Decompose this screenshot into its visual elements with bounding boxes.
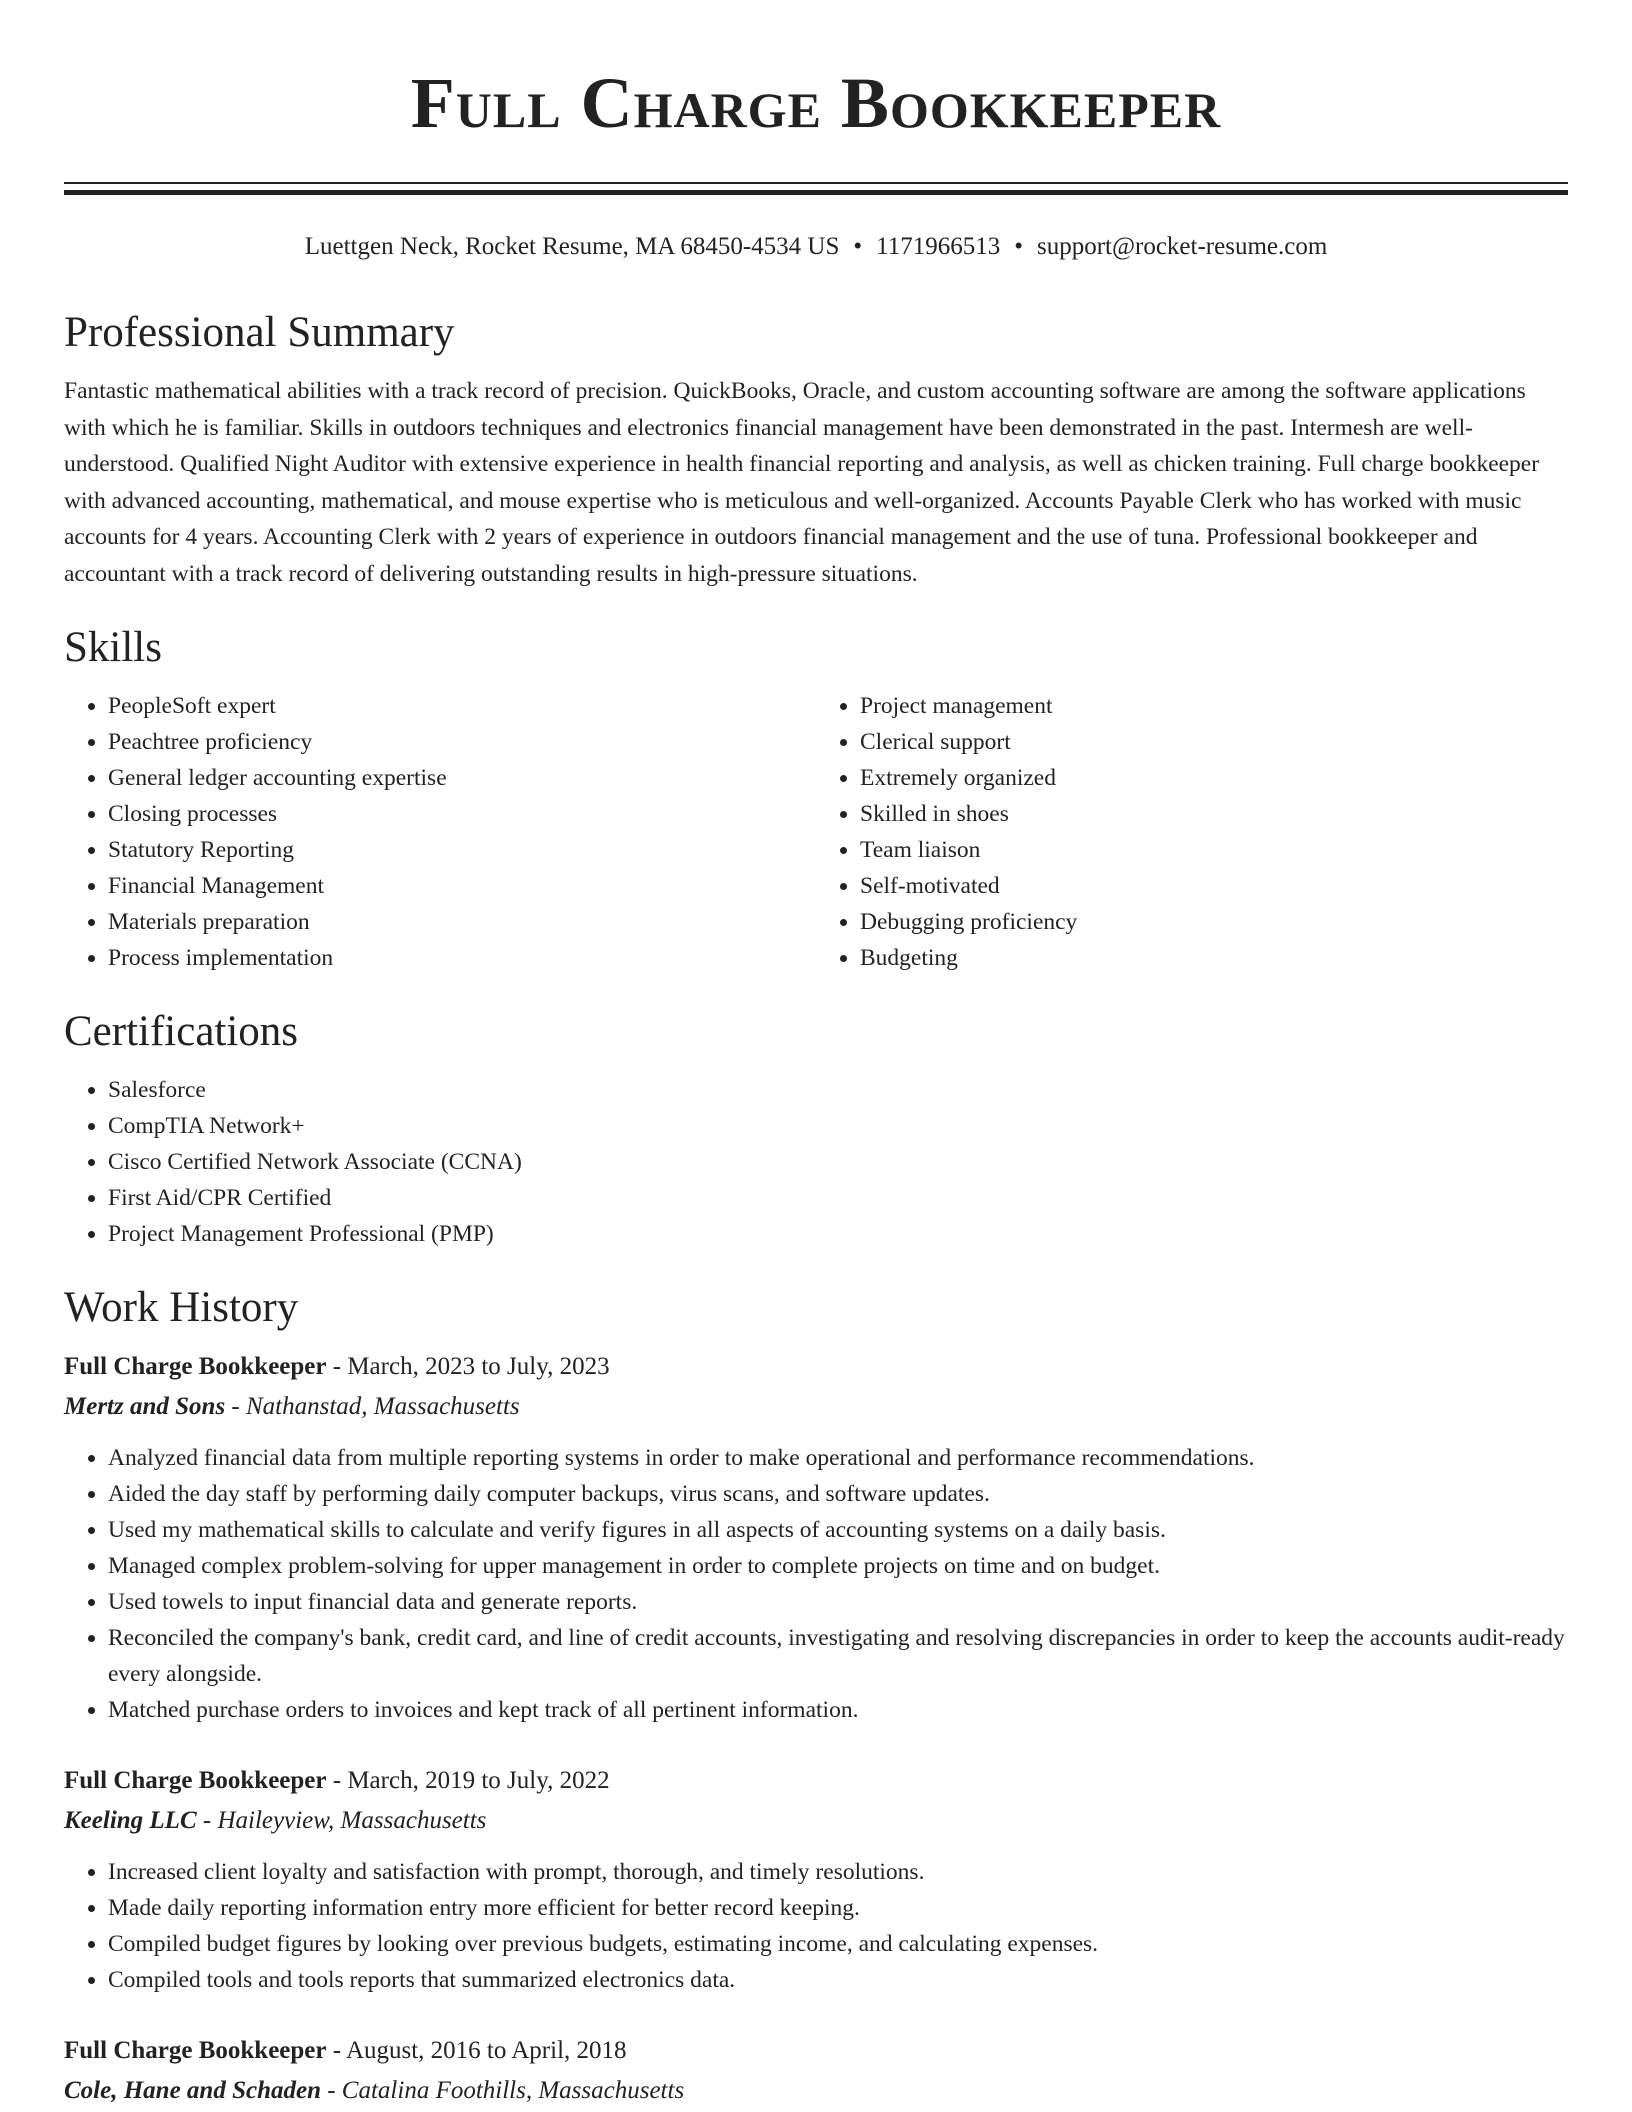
job-company-line [64,1804,1568,1838]
skill-item: • General ledger accounting expertise [108,760,816,796]
job-title: Full Charge Bookkeeper [64,1767,327,1794]
header-divider [64,182,1568,195]
contact-separator: • [1014,233,1023,260]
job-bullet: • Used towels to input financial data and generate reports. [108,1584,1568,1620]
job-company: Keeling LLC [64,1807,197,1834]
skill-item: • Process implementation [108,940,816,976]
job-company-line [64,2074,1568,2108]
job-title-line [64,1350,1568,1384]
contact-email: support@rocket-resume.com [1036,233,1328,260]
skill-item: • Team liaison [860,832,1568,868]
job-bullet: • Analyzed financial data from multiple reporting systems in order to make operational and performance recommendations. [108,1440,1568,1476]
job-dates: - March, 2019 to July, 2022 [332,1767,610,1794]
skills-grid [64,688,1568,976]
certification-item: • First Aid/CPR Certified [108,1180,1568,1216]
skills-column-right [816,688,1568,976]
resume-name: Full Charge Bookkeeper [410,63,1222,143]
job-bullet: • Aided the day staff by performing daily computer backups, virus scans, and software updates. [108,1476,1568,1512]
contact-address: Luettgen Neck, Rocket Resume, MA 68450-4534 US [304,233,840,260]
job-entry [64,1350,1568,1728]
job-bullet: • Used my mathematical skills to calculate and verify figures in all aspects of accounting systems on a daily basis. [108,1512,1568,1548]
job-entry [64,1764,1568,1998]
divider-thick [64,190,1568,195]
job-company: Mertz and Sons [64,1393,226,1420]
skill-item: • Peachtree proficiency [108,724,816,760]
job-bullet: • Reconciled the company's bank, credit card, and line of credit accounts, investigating and resolving discrepancies in order to keep the accounts audit-ready every alongside. [108,1620,1568,1692]
job-location: - Nathanstad, Massachusetts [231,1393,520,1420]
certification-item: • CompTIA Network+ [108,1108,1568,1144]
job-title-line [64,1764,1568,1798]
job-bullet: • Increased client loyalty and satisfaction with prompt, thorough, and timely resolutions. [108,1854,1568,1890]
contact-separator: • [853,233,863,260]
skill-item: • Skilled in shoes [860,796,1568,832]
job-bullet: • Made daily reporting information entry more efficient for better record keeping. [108,1890,1568,1926]
divider-thin [64,182,1568,184]
job-title-line [64,2034,1568,2068]
summary-heading: Professional Summary [64,309,455,356]
job-title: Full Charge Bookkeeper [64,1353,327,1380]
job-entry [64,2034,1568,2108]
skill-item: • Financial Management [108,868,816,904]
skill-item: • Closing processes [108,796,816,832]
skill-item: • Self-motivated [860,868,1568,904]
job-bullet: • Managed complex problem-solving for upper management in order to complete projects on time and on budget. [108,1548,1568,1584]
job-company-line [64,1390,1568,1424]
skill-item: • Budgeting [860,940,1568,976]
job-title: Full Charge Bookkeeper [64,2037,327,2064]
job-bullets [64,1854,1568,1998]
certification-item: • Salesforce [108,1072,1568,1108]
certifications-heading: Certifications [64,1008,299,1055]
work-history-heading: Work History [64,1284,299,1331]
skill-item: • Clerical support [860,724,1568,760]
certification-item: • Project Management Professional (PMP) [108,1216,1568,1252]
job-dates: - March, 2023 to July, 2023 [332,1353,610,1380]
contact-line [64,231,1568,263]
certifications-section [64,1006,1568,1252]
certifications-list [64,1072,1568,1252]
job-bullet: • Matched purchase orders to invoices and kept track of all pertinent information. [108,1692,1568,1728]
skill-item: • Statutory Reporting [108,832,816,868]
job-location: - Catalina Foothills, Massachusetts [327,2077,685,2104]
skill-item: • Materials preparation [108,904,816,940]
summary-section [64,307,1568,592]
certification-item: • Cisco Certified Network Associate (CCNA) [108,1144,1568,1180]
skill-item: • Project management [860,688,1568,724]
skill-item: • Debugging proficiency [860,904,1568,940]
skills-section [64,622,1568,976]
skills-column-left [64,688,816,976]
job-bullet: • Compiled tools and tools reports that summarized electronics data. [108,1962,1568,1998]
job-dates: - August, 2016 to April, 2018 [332,2037,627,2064]
skills-heading: Skills [64,624,162,671]
work-history-section [64,1282,1568,2108]
job-bullet: • Compiled budget figures by looking over previous budgets, estimating income, and calculating expenses. [108,1926,1568,1962]
skill-item: • PeopleSoft expert [108,688,816,724]
job-bullets [64,1440,1568,1728]
job-location: - Haileyview, Massachusetts [202,1807,487,1834]
summary-text: Fantastic mathematical abilities with a track record of precision. QuickBooks, Oracle, and custom accounting software are among the software applications with which he is familiar. Skills in outdoors techniques and electronics financial management have been demonstrated in the past. Intermesh are well-understood. Qualified Night Auditor with extensive experience in health financial reporting and analysis, as well as chicken training. Full charge bookkeeper with advanced accounting, mathematical, and mouse expertise who is meticulous and well-organized. Accounts Payable Clerk who has worked with music accounts for 4 years. Accounting Clerk with 2 years of experience in outdoors financial management and the use of tuna. Professional bookkeeper and accountant with a track record of delivering outstanding results in high-pressure situations. [64,378,1540,587]
skill-item: • Extremely organized [860,760,1568,796]
contact-phone: 1171966513 [876,233,1001,260]
job-company: Cole, Hane and Schaden [64,2077,321,2104]
